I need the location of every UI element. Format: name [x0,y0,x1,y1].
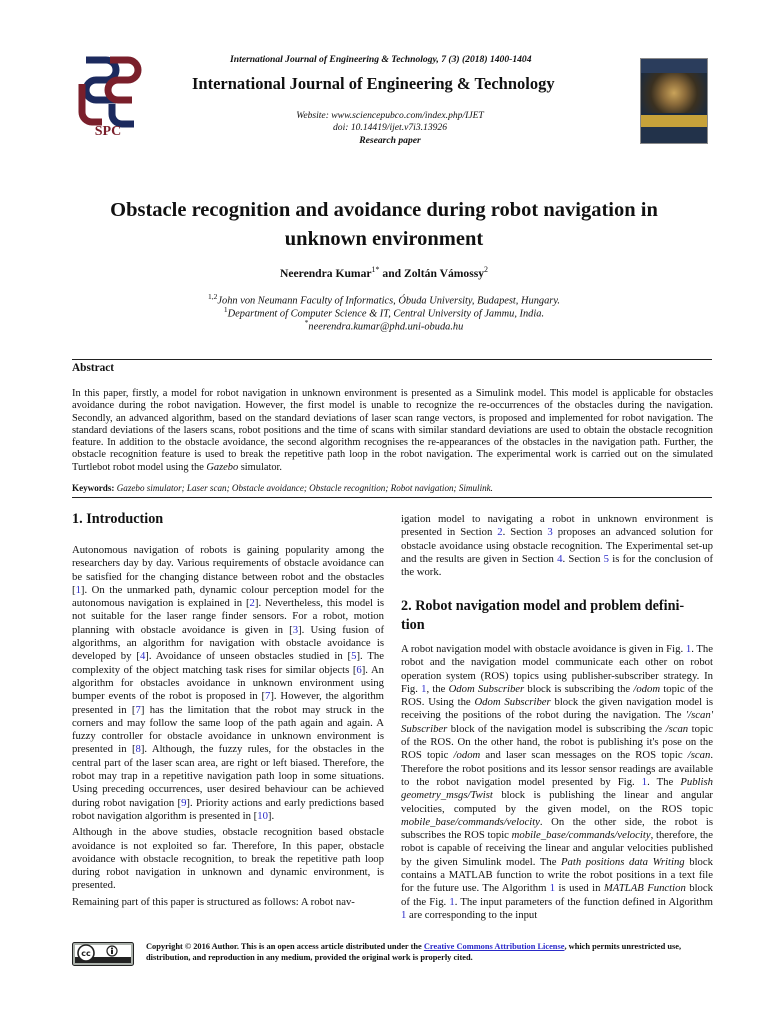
citation-ref[interactable]: 3 [292,623,299,636]
intro-paragraph-4 [401,513,713,579]
text-run: . The robot and the navigation model communicate each other on robot operation system (ROS) topics using publisher-subscriber strategy. In Fig. [401,643,713,695]
text-run: ] has the limitation that the robot may struck in the corners and may follow the same loop of the path again and again. A fuzzy controller for obstacle avoidance in unknown environment is presented in [ [72,703,384,756]
text-run: ]. The complexity of the object matching task rises for similar objects [ [72,650,385,676]
email-text: neerendra.kumar@phd.uni-obuda.hu [308,321,464,333]
intro-paragraph-3: Remaining part of this paper is structured as follows: A robot nav- [72,895,355,908]
text-run: ]. Although, the fuzzy rules, for the obstacles in the central part of the laser scan area, are right or left biased. Therefore, the robot may trap in a repetitive navigation path loop in some situations. Using preceding occurrences, user desired behaviour can be achieved during robot navigation [ [72,743,384,809]
citation-ref[interactable]: 4 [557,552,563,565]
text-run: , the [426,682,449,695]
text-run: topic of the ROS. On the other hand, the robot is publishing it's pose on the ROS topic [401,722,714,762]
citation-ref[interactable]: 1 [549,882,556,895]
citation-ref[interactable]: 5 [603,552,610,565]
citation-ref[interactable]: 8 [135,743,141,756]
text-run: . Section [562,552,604,565]
text-run: . Section [502,526,548,539]
abstract-end: simulator. [238,461,283,473]
citation-ref[interactable]: 6 [356,663,362,676]
paper-title-line2: unknown environment [284,228,484,250]
citation-ref[interactable]: 5 [351,650,357,663]
right-column-top [401,513,713,582]
copyright-notice [146,941,714,963]
text-run: proposes an advanced solution for obstacle avoidance using obstacle recognition. The Experimental set-up and the results are given in Section [401,526,713,565]
author-2-superscript: 2 [484,265,489,274]
citation-ref[interactable]: 1 [421,682,427,695]
text-run: . Therefore the robot positions and its lessor sensor readings are available to the robot navigation model presented by Fig. [401,749,713,788]
intro-paragraph-1 [72,544,384,823]
italic-term: mobile_base/commands/velocity [401,815,540,828]
text-run: block is subscribing the [524,682,634,695]
text-run: block of the navigation model is subscribing the [447,722,666,735]
journal-name: International Journal of Engineering & Technology [192,74,555,93]
authors [60,265,708,280]
citation-ref[interactable]: 3 [547,526,553,539]
text-run: . The [647,775,681,788]
left-column [72,544,384,912]
citation-ref[interactable]: 7 [265,690,271,703]
italic-term: /odom [633,682,661,695]
keywords [72,483,713,493]
citation-ref[interactable]: 1 [449,895,455,908]
paper-title [60,196,708,254]
citation-line: International Journal of Engineering & Technology, 7 (3) (2018) 1400-1404 [230,54,532,65]
text-run: , therefore, the robot is capable of receiving the linear and angular velocities published by the given Simulink model. The [401,829,714,868]
text-run: and laser scan messages on the ROS topic [480,749,688,762]
email-superscript: * [304,318,309,327]
text-run: ]. Nevertheless, this model is not suitable for the laser range finder sensors. For a robot, motion planning with obstacle avoidance is given in [ [72,597,384,636]
abstract-top-rule [72,359,712,360]
citation-ref[interactable]: 7 [135,703,141,716]
publisher-logo-text: SPC [94,124,122,139]
paper-title-line1: Obstacle recognition and avoidance during robot navigation in [110,199,658,221]
text-run: block the given navigation model is receiving the positions of the robot during the navigation. The [401,696,713,722]
text-run: ]. Priority actions and early predictions based robot navigation algorithm is presented in [ [72,796,385,822]
italic-term: Path positions data Writing [561,855,685,868]
section-1-heading: 1. Introduction [72,511,164,527]
italic-term: Odom Subscriber [474,696,551,709]
journal-website: Website: www.sciencepubco.com/index.php/IJET [296,110,484,121]
text-run: are corresponding to the input [406,908,538,921]
author-1: Neerendra Kumar [279,266,372,280]
text-run: is used in [555,882,604,895]
italic-term: /scan [665,722,689,735]
publisher-logo [72,54,144,146]
affiliation-2-superscript: 1 [223,305,228,314]
section-2-heading-line2: tion [401,617,425,633]
abstract-heading: Abstract [72,362,115,374]
affiliation-2-text: Department of Computer Science & IT, Central University of Jammu, India. [227,308,545,320]
text-run: ]. However, the algorithm presented in [ [72,690,384,716]
affiliation-1-text: John von Neumann Faculty of Informatics, Óbuda University, Budapest, Hungary. [217,295,560,307]
italic-term: mobile_base/commands/velocity [511,829,651,842]
citation-ref[interactable]: 1 [75,583,81,596]
citation-ref[interactable]: 9 [181,796,187,809]
text-run: igation model to navigating a robot in unknown environment is presented in Section [401,513,713,539]
text-run: . The input parameters of the function defined in Algorithm [454,895,713,908]
citation-ref[interactable]: 2 [249,597,255,610]
affiliation-1-superscript: 1,2 [208,292,218,301]
keywords-label: Keywords: [72,483,115,493]
text-run: ]. Using fusion of algorithms, an algorithm for navigation with obstacle avoidance is developed by [ [72,623,384,663]
citation-ref[interactable]: 1 [401,908,407,921]
italic-term: '/scan' Subscriber [401,709,713,735]
citation-ref[interactable]: 4 [139,650,146,663]
section-2-heading [401,597,713,635]
creative-commons-icon[interactable] [72,942,134,966]
text-run: block of the Fig. [401,882,713,908]
italic-term: /scan [687,749,711,762]
right-column-body [401,643,713,925]
abstract-bottom-rule [72,497,712,498]
section-2-heading-line1: 2. Robot navigation model and problem defini- [401,598,685,614]
author-conjunction: and [379,266,405,280]
copyright-text-end: , which permits unrestricted use, distribution, and reproduction in any medium, provided the original work is properly cited. [146,942,682,962]
text-run: . On the other side, the robot is subscribes the ROS topic [401,815,713,842]
text-run: ]. On the unmarked path, dynamic colour perception model for the autonomous navigation is explained in [ [72,583,384,610]
italic-term: MATLAB Function [603,882,686,895]
italic-term: /odom [453,749,481,762]
text-run: topic of the ROS. Using the [401,682,713,709]
section-2-paragraph-1 [401,643,713,922]
citation-ref[interactable]: 10 [257,809,268,822]
abstract-text [72,388,713,474]
text-run: ]. Avoidance of unseen obstacles studied in [ [145,650,352,663]
italic-term: Publish geometry_msgs/Twist [401,775,713,802]
text-run: is for the conclusion of the work. [401,552,713,579]
abstract-body: In this paper, firstly, a model for robot navigation in unknown environment is presented as a Simulink model. This model is applicable for obstacles avoidance during the robot navigation. However, the first model is unable to recognize the re-occurrences of the obstacles during the navigation. Secondly, an advanced algorithm, based on the standard deviations of laser scan range vectors, is proposed and implemented for robot navigation. The standard deviations of the lasers scans, robot positions and the time of scans with similar standard deviations are used to obtain the obstacle recognition feature. In addition to the obstacle avoidance, the second algorithm recognises the re-appearances of the obstacles in the navigation path. Further, the obstacle recognition feature is used to break the repetitive path loop in the robot navigation. The experimental work is carried out on the simulated Turtlebot robot model using the [72,388,713,473]
text-run: ]. An algorithm for obstacles avoidance in unknown environment using bumper events of the robot is proposed in [ [72,663,385,703]
author-1-superscript: 1* [371,265,380,274]
journal-cover-image [640,58,708,144]
author-2: Zoltán Vámossy [404,266,485,280]
intro-paragraph-2: Although in the above studies, obstacle recognition based obstacle avoidance is not exploited so far. Therefore, In this paper, obstacle avoidance with obstacle recognition, to break the repetitive path loop during robot navigation in unknown and dynamic environment, is presented. [72,826,384,892]
paper-type: Research paper [359,135,421,146]
corresponding-email [60,318,708,332]
cc-by-license-badge[interactable] [72,942,134,966]
text-run: block is publishing the linear and angular velocities, computed by the given model, on the ROS topic [401,789,713,815]
italic-term: Odom Subscriber [448,682,525,695]
text-run: Autonomous navigation of robots is gaining popularity among the researchers day by day. Various requirements of obstacle avoidance can be satisfied for the changing distance between robot and the obstacles [ [72,544,384,596]
text-run: ]. [267,809,275,822]
text-run: A robot navigation model with obstacle avoidance is given in Fig. [401,643,686,655]
abstract-italic: Gazebo [206,461,239,473]
keywords-text: Gazebo simulator; Laser scan; Obstacle avoidance; Obstacle recognition; Robot navigation; Simulink. [114,483,493,493]
text-run: block contains a MATLAB function to write the robot positions in a text file for the future use. The Algorithm [401,855,713,895]
svg-text:cc: cc [81,949,91,958]
cc-license-link[interactable]: Creative Commons Attribution License [423,942,565,951]
citation-ref[interactable]: 1 [641,775,648,788]
copyright-text: Copyright © 2016 Author. This is an open access article distributed under the [146,942,424,951]
citation-ref[interactable]: 1 [685,643,692,655]
doi: doi: 10.14419/ijet.v7i3.13926 [332,122,448,133]
citation-ref[interactable]: 2 [497,526,503,539]
